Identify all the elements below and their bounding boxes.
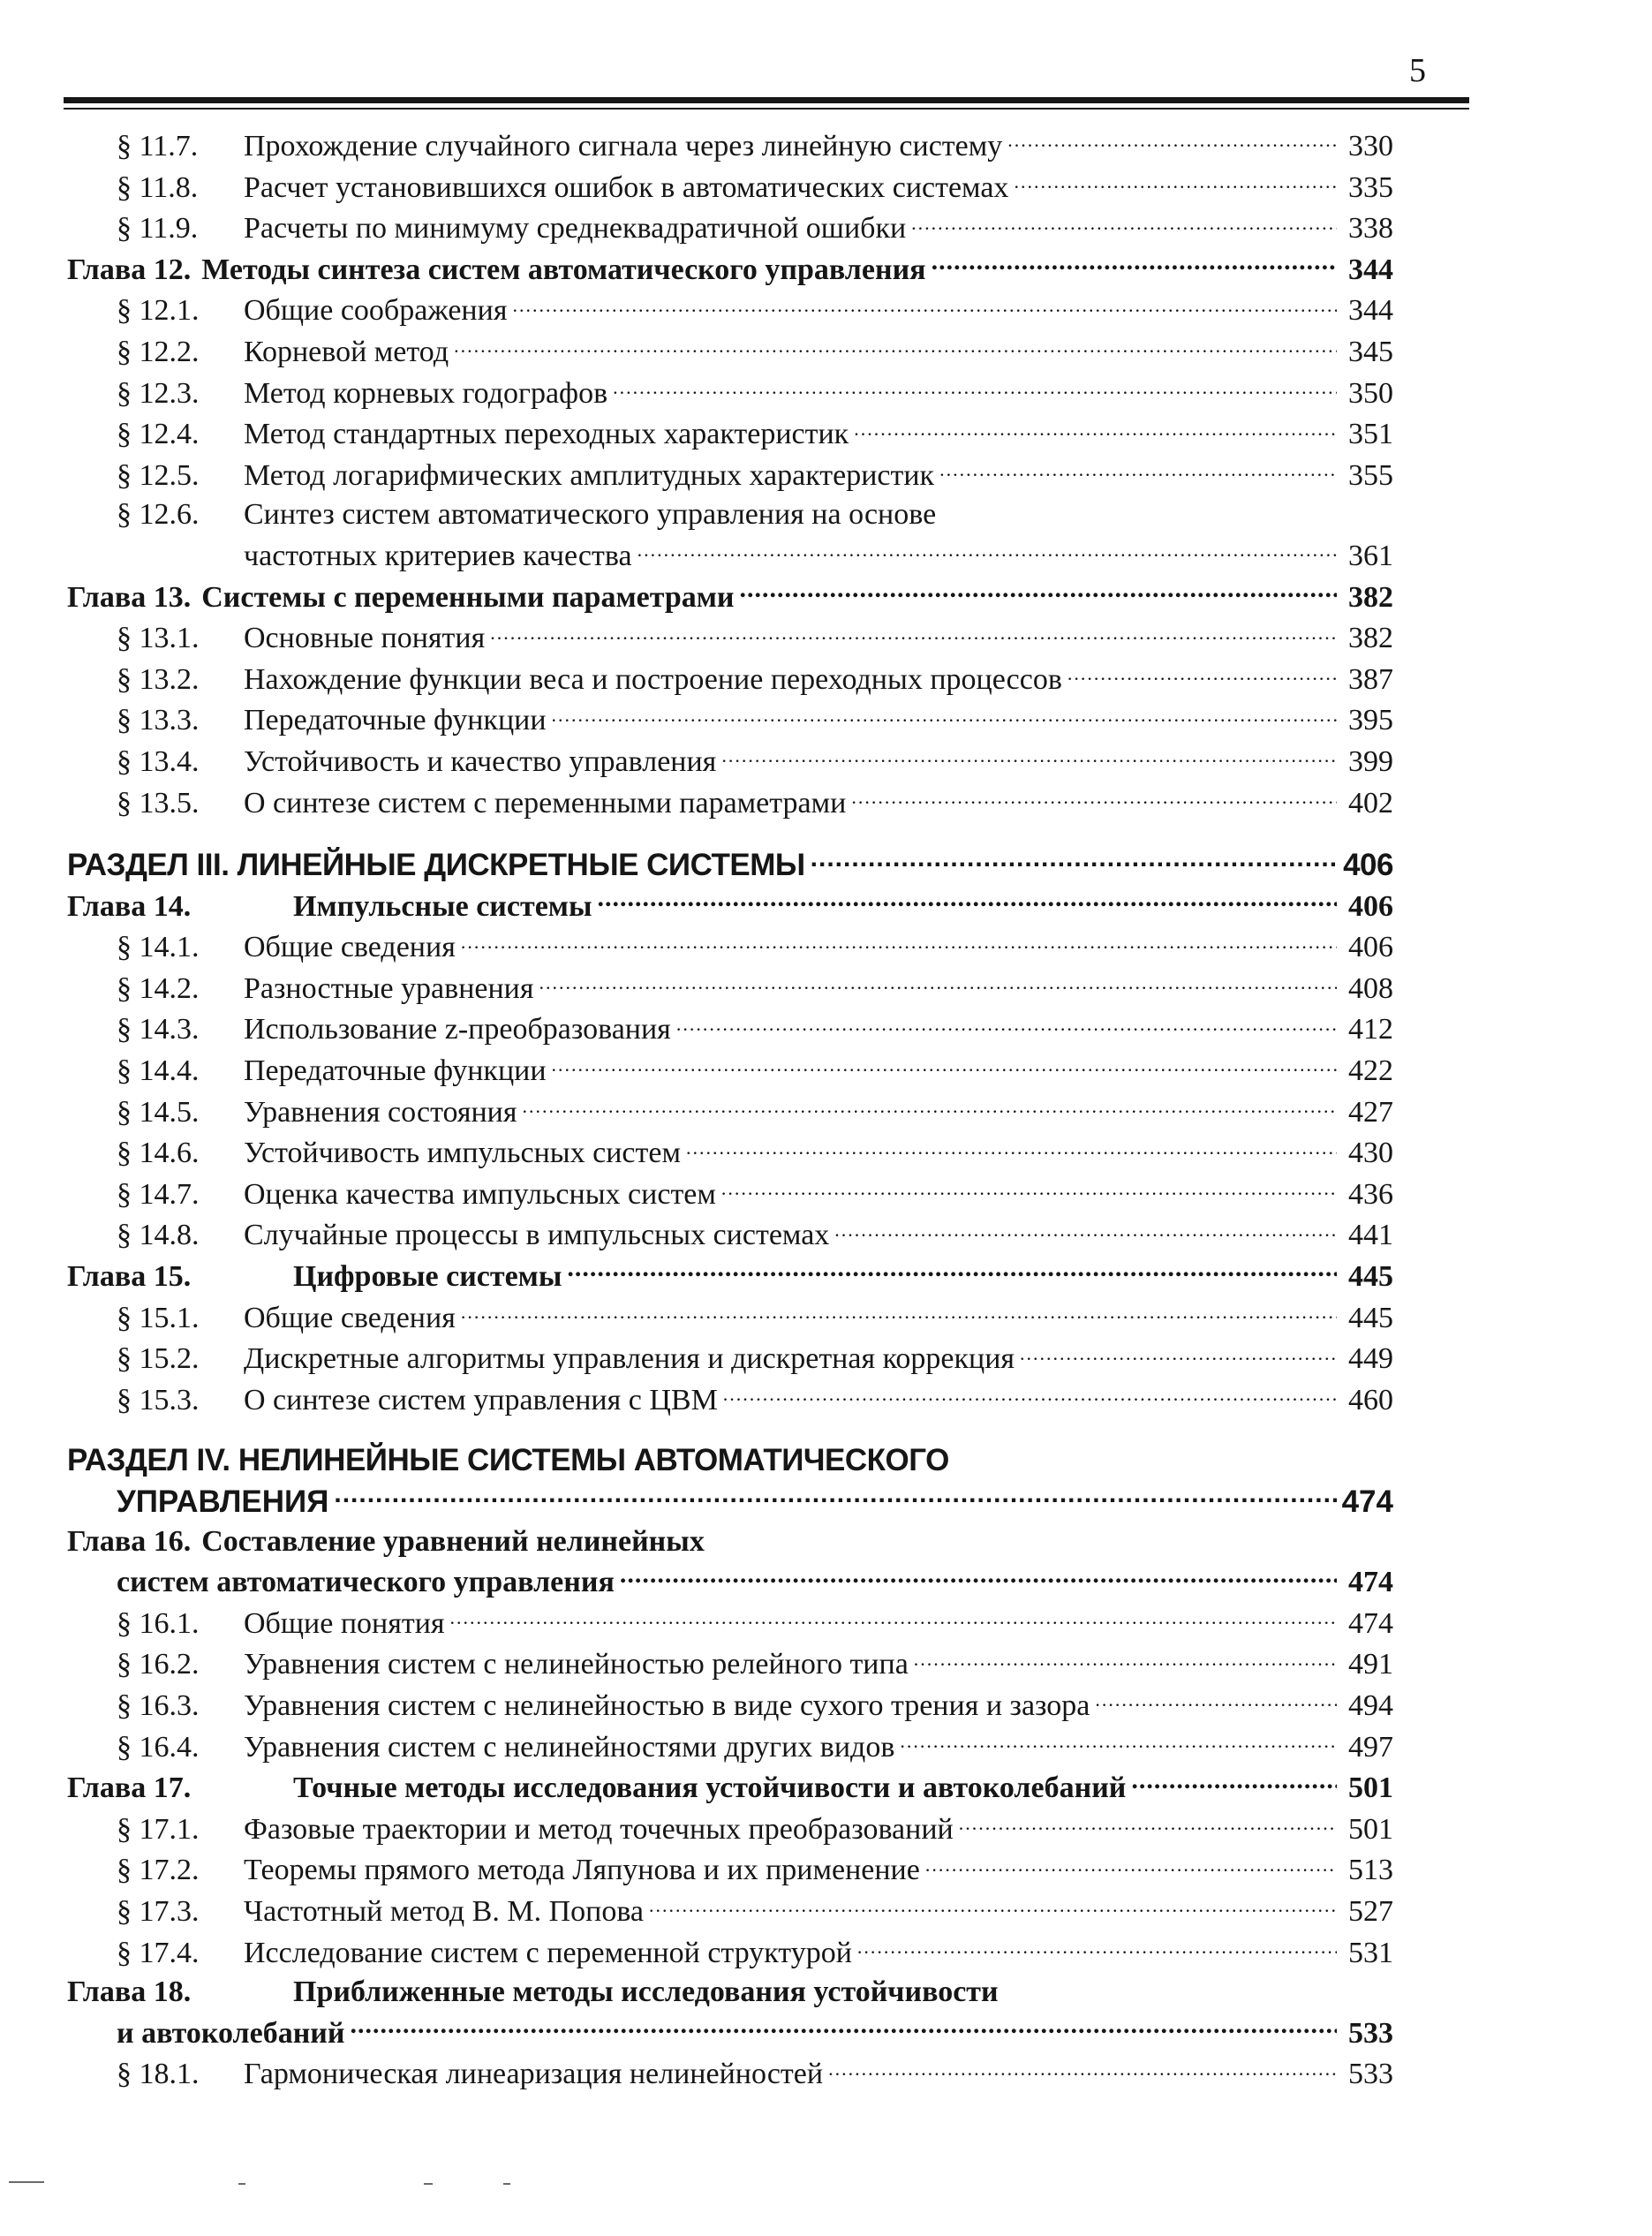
toc-entry-title: Уравнения систем с нелинейностью релейного типа	[244, 1648, 909, 1681]
dot-leader	[351, 2013, 1338, 2043]
toc-entry-title: Гармоническая линеаризация нелинейностей	[244, 2058, 824, 2091]
dot-leader	[834, 1214, 1337, 1244]
toc-chapter-row	[67, 1256, 1393, 1297]
toc-section-row	[67, 1338, 1393, 1379]
table-of-contents	[67, 125, 1393, 2095]
toc-entry-number: § 14.1.	[117, 931, 200, 964]
toc-page-number: 344	[1348, 294, 1393, 328]
toc-entry-number: § 13.2.	[117, 662, 200, 696]
dot-leader	[620, 1561, 1337, 1591]
scan-artifact	[503, 2183, 510, 2185]
toc-chapter-row	[67, 1973, 1393, 2013]
toc-entry-number: § 12.2.	[117, 335, 200, 368]
toc-section-row	[67, 1643, 1393, 1685]
toc-entry-number: § 14.5.	[117, 1095, 200, 1129]
toc-entry-title: Теоремы прямого метода Ляпунова и их применение	[244, 1854, 920, 1887]
toc-entry-title: Разностные уравнения	[244, 971, 534, 1005]
toc-page-number: 361	[1348, 539, 1393, 572]
toc-section-row	[67, 1050, 1393, 1092]
toc-page-number: 474	[1341, 1484, 1393, 1519]
toc-page-number: 338	[1348, 212, 1393, 246]
page-number: 5	[1409, 52, 1426, 89]
dot-leader	[1014, 167, 1337, 197]
toc-entry-title: Передаточные функции	[244, 1054, 547, 1088]
toc-section-row	[67, 1603, 1393, 1644]
dot-leader	[721, 741, 1337, 771]
toc-entry-number: § 17.3.	[117, 1894, 200, 1928]
toc-page-number: 460	[1348, 1383, 1393, 1416]
toc-page-number: 474	[1348, 1606, 1393, 1640]
dot-leader	[598, 886, 1338, 916]
toc-page-number: 408	[1348, 971, 1393, 1005]
toc-entry-number: § 12.4.	[117, 418, 200, 451]
toc-section-row	[67, 373, 1393, 414]
toc-page-number: 501	[1348, 1812, 1393, 1846]
toc-section-row	[67, 1092, 1393, 1133]
toc-page-number: 335	[1348, 170, 1393, 204]
toc-entry-number: § 14.8.	[117, 1219, 200, 1252]
dot-leader	[932, 249, 1337, 279]
toc-row	[67, 535, 1393, 577]
toc-page-number: 436	[1348, 1177, 1393, 1211]
toc-page-number: 406	[1348, 889, 1393, 923]
toc-entry-title: Прохождение случайного сигнала через линейную систему	[244, 130, 1003, 162]
toc-entry-number: § 13.4.	[117, 744, 200, 778]
toc-section-row	[67, 1379, 1393, 1421]
toc-section-row	[67, 1932, 1393, 1974]
toc-entry-number: § 17.1.	[117, 1812, 200, 1846]
dot-leader	[851, 782, 1337, 812]
dot-leader	[334, 1481, 1336, 1512]
toc-entry-number: Глава 18.	[67, 1975, 192, 2009]
toc-page-number: 449	[1348, 1342, 1393, 1376]
toc-page-number: 445	[1348, 1301, 1393, 1334]
toc-entry-number: § 13.1.	[117, 622, 200, 655]
dot-leader	[686, 1132, 1337, 1162]
toc-section-row	[67, 413, 1393, 455]
toc-page-number: 533	[1348, 2058, 1393, 2091]
toc-entry-title: Исследование систем с переменной структурой	[244, 1936, 852, 1969]
toc-section-row	[67, 1214, 1393, 1256]
toc-entry-number: § 14.6.	[117, 1137, 200, 1170]
scan-artifact	[238, 2183, 245, 2185]
toc-page-number: 330	[1348, 130, 1393, 162]
dot-leader	[1007, 125, 1337, 155]
toc-section-row	[67, 968, 1393, 1009]
toc-page-number: 430	[1348, 1137, 1393, 1170]
toc-entry-title: Устойчивость импульсных систем	[244, 1137, 681, 1170]
toc-chapter-row	[67, 886, 1393, 927]
toc-entry-number: Глава 15.	[67, 1260, 192, 1294]
dot-leader	[1067, 659, 1337, 689]
toc-page-number: 427	[1348, 1095, 1393, 1129]
toc-entry-number: § 16.4.	[117, 1730, 200, 1764]
toc-entry-title: Методы синтеза систем автоматического управления	[201, 253, 926, 286]
toc-entry-title: Метод корневых годографов	[244, 376, 608, 410]
scan-artifact	[9, 2181, 44, 2183]
toc-entry-title: Общие соображения	[244, 294, 508, 328]
toc-page-number: 497	[1348, 1730, 1393, 1764]
toc-entry-title: Устойчивость и качество управления	[244, 744, 717, 778]
toc-entry-title: Уравнения систем с нелинейностью в виде сухого трения и зазора	[244, 1688, 1090, 1722]
toc-entry-title: Основные понятия	[244, 622, 486, 655]
toc-entry-title: О синтезе систем управления с ЦВМ	[244, 1383, 718, 1416]
toc-section-row	[67, 125, 1393, 167]
toc-entry-number: Глава 12.	[67, 253, 192, 286]
toc-section-row	[67, 290, 1393, 331]
dot-leader	[828, 2053, 1337, 2083]
toc-page-number: 399	[1348, 744, 1393, 778]
toc-entry-number: Глава 14.	[67, 889, 192, 923]
toc-entry-title: Использование z-преобразования	[244, 1013, 671, 1046]
toc-entry-title: систем автоматического управления	[117, 1566, 615, 1599]
dot-leader	[649, 1891, 1337, 1921]
toc-section-row	[67, 331, 1393, 373]
toc-section-row	[67, 1008, 1393, 1050]
toc-entry-title: и автоколебаний	[117, 2016, 345, 2050]
toc-section-row	[67, 167, 1393, 208]
dot-leader	[523, 1092, 1337, 1122]
dot-leader	[925, 1849, 1337, 1879]
toc-page-number: 402	[1348, 786, 1393, 820]
toc-page-number: 501	[1348, 1771, 1393, 1805]
toc-entry-title: Цифровые системы	[293, 1260, 562, 1294]
dot-leader	[450, 1603, 1337, 1633]
toc-section-row	[67, 659, 1393, 700]
toc-section-row	[67, 741, 1393, 782]
toc-entry-title: Приближенные методы исследования устойчивости	[293, 1975, 999, 2009]
toc-entry-title: Уравнения состояния	[244, 1095, 517, 1129]
toc-section-row	[67, 1132, 1393, 1174]
toc-page-number: 355	[1348, 458, 1393, 492]
toc-section-row	[67, 1685, 1393, 1726]
dot-leader	[539, 968, 1337, 998]
toc-section-row	[67, 208, 1393, 249]
toc-chapter-row	[67, 1561, 1393, 1603]
dot-leader	[1131, 1767, 1337, 1797]
header-rule-thin	[64, 108, 1469, 110]
dot-leader	[911, 208, 1337, 238]
toc-entry-number: Глава 16.	[67, 1524, 192, 1558]
toc-entry-number: § 14.2.	[117, 971, 200, 1005]
toc-page-number: 445	[1348, 1260, 1393, 1294]
toc-part-row	[67, 1481, 1393, 1522]
toc-section-row	[67, 617, 1393, 659]
dot-leader	[857, 1932, 1337, 1962]
toc-entry-number: § 11.7.	[117, 130, 199, 162]
toc-page-number: 344	[1348, 253, 1393, 286]
dot-leader	[1095, 1685, 1337, 1715]
toc-page-number: 387	[1348, 662, 1393, 696]
toc-entry-title: Передаточные функции	[244, 704, 547, 737]
toc-entry-number: § 13.3.	[117, 704, 200, 737]
toc-entry-title: Точные методы исследования устойчивости и автоколебаний	[293, 1771, 1127, 1805]
toc-page-number: 351	[1348, 418, 1393, 451]
toc-entry-title: РАЗДЕЛ III. ЛИНЕЙНЫЕ ДИСКРЕТНЫЕ СИСТЕМЫ	[67, 848, 805, 883]
toc-page-number: 382	[1348, 580, 1393, 614]
toc-page-number: 406	[1343, 848, 1393, 883]
toc-section-row	[67, 1174, 1393, 1215]
toc-chapter-row	[67, 249, 1393, 291]
toc-entry-number: § 12.5.	[117, 458, 200, 492]
header-rule	[64, 97, 1469, 103]
toc-entry-title: Уравнения систем с нелинейностями других видов	[244, 1730, 895, 1764]
toc-entry-number: § 17.2.	[117, 1854, 200, 1887]
toc-entry-title: Нахождение функции веса и построение переходных процессов	[244, 662, 1062, 696]
toc-entry-title: Расчет установившихся ошибок в автоматических системах	[244, 170, 1009, 204]
toc-page-number: 474	[1348, 1566, 1393, 1599]
toc-part-row	[67, 844, 1393, 886]
toc-chapter-row	[67, 577, 1393, 618]
toc-page-number: 350	[1348, 376, 1393, 410]
toc-entry-title: частотных критериев качества	[244, 539, 632, 572]
toc-entry-title: Случайные процессы в импульсных системах	[244, 1219, 830, 1252]
toc-entry-number: § 15.1.	[117, 1301, 200, 1334]
toc-entry-number: § 16.3.	[117, 1688, 200, 1722]
toc-entry-number: § 14.4.	[117, 1054, 200, 1088]
toc-chapter-row	[67, 1767, 1393, 1809]
toc-section-row	[67, 699, 1393, 741]
toc-entry-title: Фазовые траектории и метод точечных преобразований	[244, 1812, 954, 1846]
toc-entry-number: § 16.2.	[117, 1648, 200, 1681]
dot-leader	[613, 373, 1337, 403]
toc-entry-title: О синтезе систем с переменными параметрами	[244, 786, 847, 820]
toc-section-row	[67, 1809, 1393, 1850]
dot-leader	[721, 1174, 1337, 1204]
dot-leader	[914, 1643, 1337, 1673]
dot-leader	[723, 1379, 1337, 1409]
toc-chapter-row	[67, 2013, 1393, 2054]
dot-leader	[512, 290, 1337, 320]
toc-entry-title: Дискретные алгоритмы управления и дискретная коррекция	[244, 1342, 1015, 1376]
toc-page-number: 531	[1348, 1936, 1393, 1969]
toc-entry-number: § 12.1.	[117, 294, 200, 328]
toc-entry-title: Оценка качества импульсных систем	[244, 1177, 716, 1211]
toc-page-number: 422	[1348, 1054, 1393, 1088]
toc-entry-title: Корневой метод	[244, 335, 449, 368]
toc-entry-number: § 11.9.	[117, 212, 199, 246]
dot-leader	[939, 455, 1337, 485]
toc-page-number: 533	[1348, 2016, 1393, 2050]
toc-page-number: 513	[1348, 1854, 1393, 1887]
dot-leader	[900, 1726, 1337, 1756]
toc-section-row	[67, 1891, 1393, 1932]
toc-page-number: 491	[1348, 1648, 1393, 1681]
toc-entry-number: § 18.1.	[117, 2058, 200, 2091]
toc-section-row	[67, 455, 1393, 496]
toc-entry-title: Импульсные системы	[293, 889, 592, 923]
dot-leader	[676, 1008, 1337, 1039]
dot-leader	[854, 413, 1337, 443]
toc-entry-number: § 15.3.	[117, 1383, 200, 1416]
toc-page-number: 382	[1348, 622, 1393, 655]
toc-entry-number: § 13.5.	[117, 786, 200, 820]
toc-page-number: 412	[1348, 1013, 1393, 1046]
dot-leader	[490, 617, 1337, 647]
dot-leader	[461, 926, 1337, 956]
toc-section-row	[67, 2053, 1393, 2095]
toc-entry-number: Глава 13.	[67, 580, 192, 614]
toc-entry-title: Составление уравнений нелинейных	[201, 1524, 705, 1558]
toc-entry-title: Синтез систем автоматического управления на основе	[244, 498, 937, 532]
toc-page-number: 441	[1348, 1219, 1393, 1252]
toc-entry-number: § 15.2.	[117, 1342, 200, 1376]
dot-leader	[637, 535, 1337, 565]
dot-leader	[1020, 1338, 1337, 1368]
dot-leader	[552, 699, 1337, 729]
toc-entry-title: Метод логарифмических амплитудных характеристик	[244, 458, 935, 492]
toc-entry-title: Общие понятия	[244, 1606, 445, 1640]
toc-page-number: 406	[1348, 931, 1393, 964]
toc-section-row	[67, 495, 1393, 535]
toc-page-number: 527	[1348, 1894, 1393, 1928]
toc-entry-number: § 14.7.	[117, 1177, 200, 1211]
dot-leader	[740, 577, 1338, 607]
dot-leader	[959, 1809, 1337, 1839]
toc-page-number: 494	[1348, 1688, 1393, 1722]
toc-section-row	[67, 926, 1393, 968]
toc-entry-number: § 14.3.	[117, 1013, 200, 1046]
dot-leader	[567, 1256, 1337, 1286]
dot-leader	[454, 331, 1337, 361]
dot-leader	[811, 844, 1337, 875]
toc-section-row	[67, 1726, 1393, 1768]
toc-entry-title: Расчеты по минимуму среднеквадратичной ошибки	[244, 212, 907, 246]
toc-section-row	[67, 1849, 1393, 1891]
toc-chapter-row	[67, 1522, 1393, 1562]
toc-entry-title: РАЗДЕЛ IV. НЕЛИНЕЙНЫЕ СИСТЕМЫ АВТОМАТИЧЕСКОГО	[67, 1443, 949, 1478]
toc-entry-number: Глава 17.	[67, 1771, 192, 1805]
toc-entry-title: Общие сведения	[244, 931, 456, 964]
toc-entry-title: Общие сведения	[244, 1301, 456, 1334]
toc-part-row	[67, 1441, 1393, 1481]
toc-entry-title: УПРАВЛЕНИЯ	[117, 1484, 329, 1519]
toc-section-row	[67, 782, 1393, 824]
toc-entry-title: Метод стандартных переходных характеристик	[244, 418, 849, 451]
dot-leader	[552, 1050, 1337, 1080]
scan-artifact	[424, 2183, 433, 2185]
toc-entry-title: Частотный метод В. М. Попова	[244, 1894, 645, 1928]
dot-leader	[461, 1297, 1337, 1327]
toc-section-row	[67, 1297, 1393, 1339]
toc-entry-number: § 16.1.	[117, 1606, 200, 1640]
toc-entry-number: § 12.6.	[117, 498, 200, 532]
toc-entry-title: Системы с переменными параметрами	[201, 580, 735, 614]
toc-entry-number: § 17.4.	[117, 1936, 200, 1969]
toc-page-number: 395	[1348, 704, 1393, 737]
toc-entry-number: § 12.3.	[117, 376, 200, 410]
toc-entry-number: § 11.8.	[117, 170, 199, 204]
toc-page-number: 345	[1348, 335, 1393, 368]
